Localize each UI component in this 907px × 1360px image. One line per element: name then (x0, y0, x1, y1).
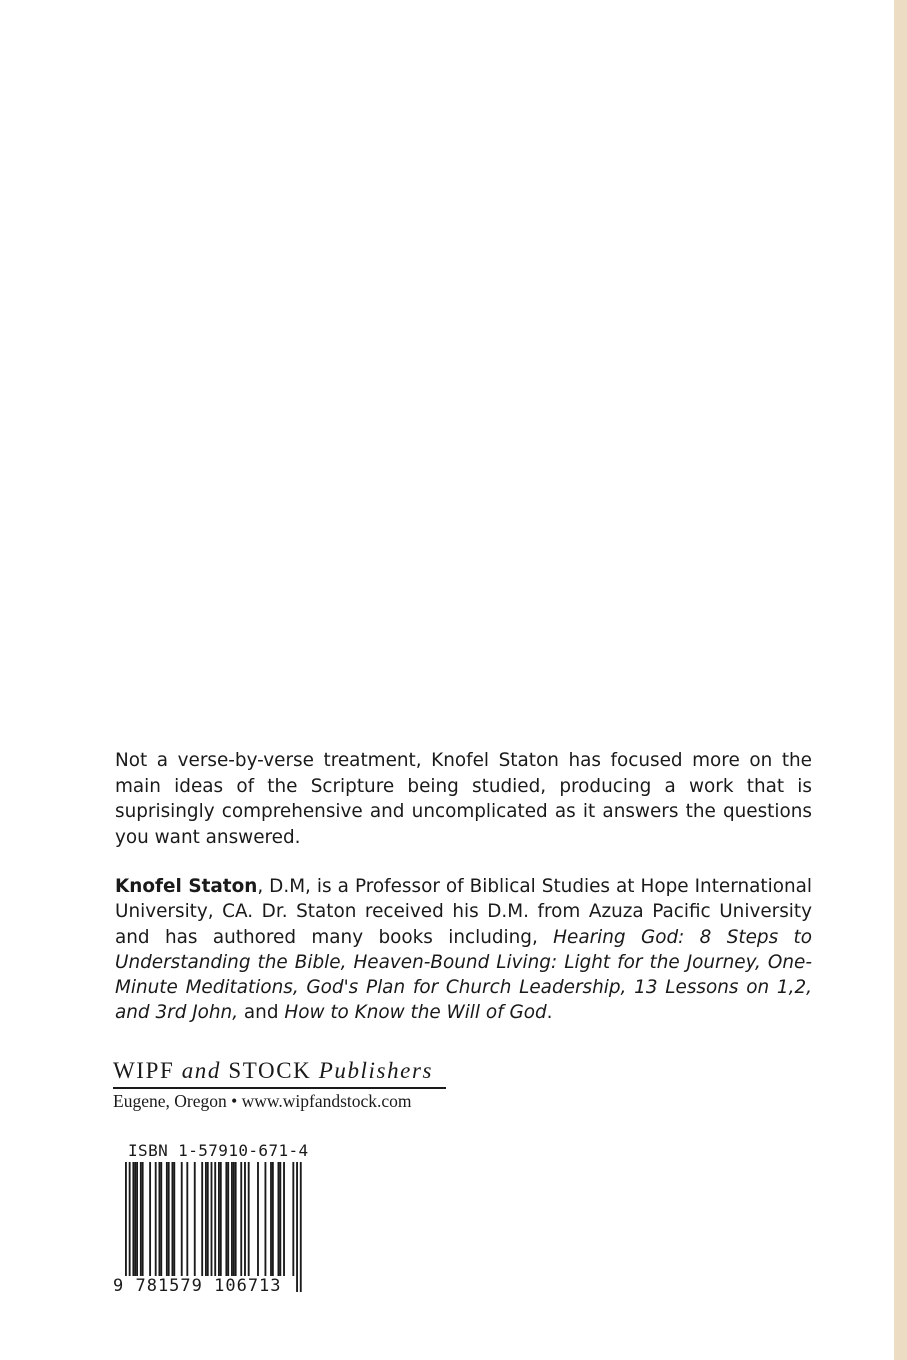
barcode-bar (257, 1162, 259, 1276)
publisher-rule (113, 1087, 446, 1089)
author-bio (115, 874, 812, 1026)
barcode-bar (235, 1162, 237, 1276)
barcode-bar (231, 1162, 233, 1276)
barcode-bar (186, 1162, 188, 1276)
barcode-bar (283, 1162, 285, 1276)
barcode-bar (220, 1162, 222, 1276)
barcode-bar (172, 1162, 174, 1276)
barcode-bar (155, 1162, 157, 1276)
barcode-bar (132, 1162, 134, 1276)
author-name: Knofel Staton (115, 876, 258, 897)
barcode-bar (142, 1162, 144, 1276)
bio-end: . (546, 1002, 553, 1024)
barcode-bar (279, 1162, 281, 1276)
barcode-bar (296, 1162, 298, 1292)
spine-edge (894, 0, 907, 1360)
barcode-bar (149, 1162, 151, 1276)
barcode-bar (134, 1162, 136, 1276)
barcode-bar (272, 1162, 274, 1276)
barcode-bar (140, 1162, 142, 1276)
barcode-bar (136, 1162, 138, 1276)
barcode-bar (225, 1162, 227, 1276)
publisher-name-stock: STOCK (221, 1058, 319, 1083)
barcode-bar (211, 1162, 213, 1292)
barcode-bar (265, 1162, 267, 1276)
barcode-bar (214, 1162, 216, 1292)
barcode-bar (240, 1162, 242, 1276)
barcode-bar (233, 1162, 235, 1276)
bio-intro: , D.M, is a Professor of Biblical Studies at Hope International University, CA. Dr. Staton received his D.M. from Azuza Pacific University and has authored many books including, (115, 876, 813, 948)
barcode-bar (166, 1162, 168, 1276)
barcode-bar (160, 1162, 162, 1276)
barcode-bar (300, 1162, 302, 1292)
isbn-label: ISBN 1-57910-671-4 (128, 1141, 309, 1160)
barcode-bar (227, 1162, 229, 1276)
publisher-name-and: and (181, 1058, 222, 1083)
book-description: Not a verse-by-verse treatment, Knofel Staton has focused more on the main ideas of the Scripture being studied, producing a work that is suprisingly comprehensive and uncomplicated as it answers the questions you want answered. (115, 750, 812, 848)
barcode-bar (292, 1162, 294, 1276)
barcode-bar (205, 1162, 207, 1276)
bio-last-title: How to Know the Will of God (284, 1002, 547, 1024)
barcode-bar (207, 1162, 209, 1276)
barcode-bar (181, 1162, 183, 1276)
bio-book-titles: Hearing God: 8 Steps to Understanding the Bible, Heaven-Bound Living: Light for the Journey, One-Minute Meditations, God's Plan for Church Leadership, 13 Lessons on 1,2, and 3rd John, (115, 926, 812, 1024)
barcode-bar (278, 1162, 280, 1276)
barcode-bar (270, 1162, 272, 1276)
publisher-address: Eugene, Oregon • www.wipfandstock.com (113, 1091, 412, 1111)
barcode-bar (125, 1162, 127, 1292)
barcode-bar (248, 1162, 250, 1276)
barcode-digits-text: 9 781579 106713 (113, 1276, 282, 1296)
publisher-name (113, 1057, 433, 1085)
publisher-name-wipf: WIPF (113, 1058, 182, 1083)
barcode-bar (218, 1162, 220, 1276)
barcode-bar (129, 1162, 131, 1292)
barcode-bar (201, 1162, 203, 1276)
publisher-name-publishers: Publishers (318, 1058, 434, 1083)
barcode-bar (173, 1162, 175, 1276)
barcode-digits (113, 1276, 308, 1296)
barcode-bar (244, 1162, 246, 1276)
barcode-bar (158, 1162, 160, 1276)
bio-and: and (238, 1002, 285, 1024)
barcode-bar (194, 1162, 196, 1276)
barcode-bar (168, 1162, 170, 1276)
